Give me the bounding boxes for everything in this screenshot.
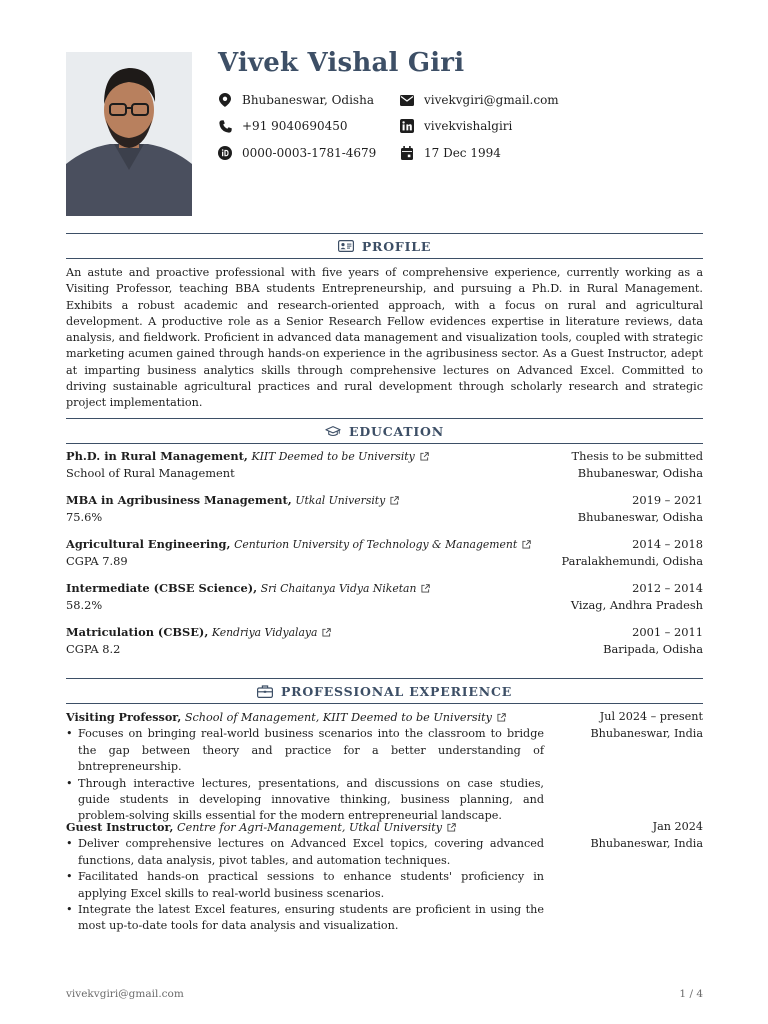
list-item: • Focuses on bringing real-world business scenarios into the classroom to bridge the gap between theory and practice for a better understanding of bntrepreneurship. [78, 726, 544, 775]
external-link-icon[interactable] [390, 496, 399, 505]
list-item: • Through interactive lectures, presentations, and discussions on case studies, guide students in developing innovative thinking, business planning, and problem-solving skills essential for the modern entrepreneurial landscape. [78, 776, 544, 825]
contact-email[interactable]: vivekvgiri@gmail.com [400, 93, 559, 107]
section-header-profile: PROFILE [66, 233, 703, 259]
education-entry: MBA in Agribusiness Management, Utkal University 2019 – 2021 75.6% Bhubaneswar, Odisha [66, 493, 703, 524]
contact-location: Bhubaneswar, Odisha [218, 93, 374, 107]
experience-entry: Guest Instructor, Centre for Agri-Management, Utkal University Jan 2024 • Deliver comprehensive lectures on Advanced Excel topics, covering advanced functions, data analysis, pivot tables, and automation techniques. • Facilitated hands-on practical sessions to enhance students' proficiency in applying Excel skills to real-world business scenarios. • Integrate the latest Excel features, ensuring students are proficient in using the most up-to-date tools for data analysis and visualization. Bhubaneswar, India [66, 819, 703, 935]
list-item: • Integrate the latest Excel features, ensuring students are proficient in using the most up-to-date tools for data analysis and visualization. [78, 902, 544, 935]
external-link-icon[interactable] [420, 452, 429, 461]
external-link-icon[interactable] [447, 823, 456, 832]
resume-page [66, 0, 703, 1024]
linkedin-icon [400, 119, 414, 133]
experience-bullets [66, 836, 544, 934]
contact-linkedin[interactable]: vivekvishalgiri [400, 119, 512, 133]
external-link-icon[interactable] [322, 628, 331, 637]
profile-summary: An astute and proactive professional with five years of comprehensive experience, currently working as a Visiting Professor, teaching BBA students Entrepreneurship, and pursuing a Ph.D. in Rural Management. Exhibits a robust academic and research-oriented approach, with a focus on rural and agricultural development. A productive role as a Senior Research Fellow evidences expertise in literature reviews, data analysis, and fieldwork. Proficient in advanced data management and visualization tools, coupled with strategic marketing acumen gained through hands-on experience in the agribusiness sector. As a Guest Instructor, adept at imparting business analytics skills through comprehensive lectures on Advanced Excel. Committed to driving sustainable agricultural practices and rural development through scholarly research and strategic project implementation. [66, 266, 703, 410]
education-entry: Agricultural Engineering, Centurion University of Technology & Management 2014 – 2018 CGPA 7.89 Paralakhemundi, Odisha [66, 537, 703, 568]
briefcase-icon [257, 684, 273, 698]
map-pin-icon [218, 93, 232, 107]
calendar-icon [400, 146, 414, 160]
orcid-icon [218, 146, 232, 160]
contact-orcid[interactable]: 0000-0003-1781-4679 [218, 146, 376, 160]
list-item: • Deliver comprehensive lectures on Advanced Excel topics, covering advanced functions, data analysis, pivot tables, and automation techniques. [78, 836, 544, 869]
education-entry: Matriculation (CBSE), Kendriya Vidyalaya 2001 – 2011 CGPA 8.2 Baripada, Odisha [66, 625, 703, 656]
page-footer [66, 988, 703, 1000]
experience-bullets [66, 726, 544, 824]
phone-icon [218, 119, 232, 133]
contact-phone[interactable]: +91 9040690450 [218, 119, 348, 133]
education-entry: Intermediate (CBSE Science), Sri Chaitanya Vidya Niketan 2012 – 2014 58.2% Vizag, Andhra Pradesh [66, 581, 703, 612]
graduation-cap-icon [325, 424, 341, 438]
external-link-icon[interactable] [497, 713, 506, 722]
list-item: • Facilitated hands-on practical sessions to enhance students' proficiency in applying Excel skills to real-world business scenarios. [78, 869, 544, 902]
envelope-icon [400, 93, 414, 107]
id-card-icon [338, 239, 354, 253]
contact-birthdate: 17 Dec 1994 [400, 146, 501, 160]
section-header-experience: PROFESSIONAL EXPERIENCE [66, 678, 703, 704]
candidate-name: Vivek Vishal Giri [218, 48, 465, 78]
external-link-icon[interactable] [421, 584, 430, 593]
education-entry: Ph.D. in Rural Management, KIIT Deemed to be University Thesis to be submitted School of Rural Management Bhubaneswar, Odisha [66, 449, 703, 480]
page-number: 1 / 4 [679, 988, 703, 1000]
experience-entry: Visiting Professor, School of Management, KIIT Deemed to be University Jul 2024 – present • Focuses on bringing real-world business scenarios into the classroom to bridge the gap between theory and practice for a better understanding of bntrepreneurship. • Through interactive lectures, presentations, and discussions on case studies, guide students in developing innovative thinking, business planning, and problem-solving skills essential for the modern entrepreneurial landscape. Bhubaneswar, India [66, 709, 703, 825]
profile-photo [66, 52, 192, 216]
external-link-icon[interactable] [522, 540, 531, 549]
section-header-education: EDUCATION [66, 418, 703, 444]
footer-email[interactable]: vivekvgiri@gmail.com [66, 988, 184, 1000]
